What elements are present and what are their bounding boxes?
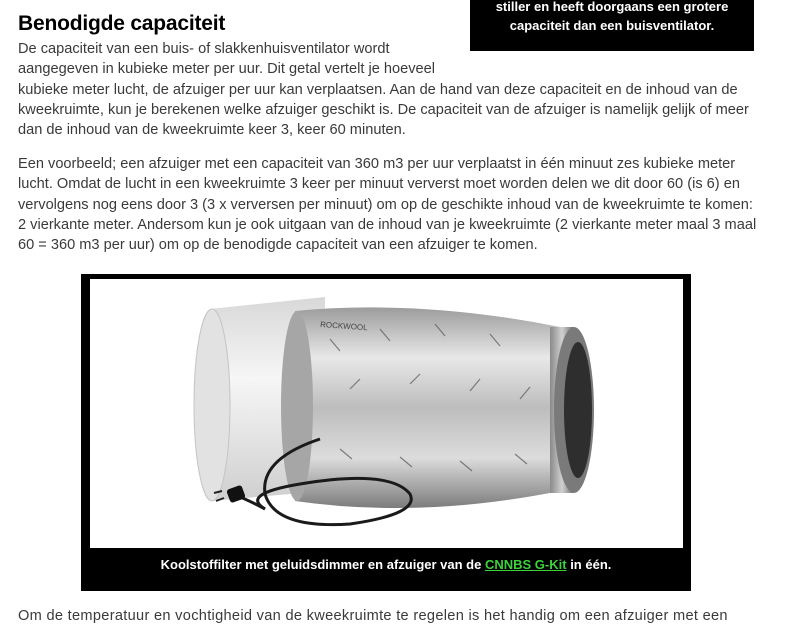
caption-text: Koolstoffilter met geluidsdimmer en afzuiger van de bbox=[160, 557, 485, 572]
callout-line-1: stiller en heeft doorgaans een grotere bbox=[495, 0, 729, 14]
paragraph-example: Een voorbeeld; een afzuiger met een capaciteit van 360 m3 per uur verplaatst in één minuut zes kubieke meter lucht. Omdat de lucht in een kweekruimte 3 keer per minuut ververst moet worden delen we dit door 60 (is 6) en vervolgens nog eens door 3 (3 x verversen per minuut) om op de geschikte inhoud van de kweekruimte te komen: 2 vierkante meter. Andersom kun je ook uitgaan van de inhoud van je kweekruimte (2 vierkante meter maal 3 maal 60 = 360 m3 per uur) om op de benodigde capaciteit van een afzuiger te komen. bbox=[18, 156, 757, 254]
paragraph-capacity-intro bbox=[18, 39, 758, 140]
brand-print: ROCKWOOL bbox=[319, 320, 368, 333]
cutoff-paragraph: Om de temperatuur en vochtigheid van de kweekruimte te regelen is het handig om een afzuiger met een bbox=[18, 608, 728, 624]
caption-text-end: in één. bbox=[566, 557, 612, 572]
figure-caption bbox=[81, 556, 691, 574]
callout-line-2: capaciteit dan een buisventilator. bbox=[509, 18, 715, 33]
product-photo bbox=[90, 279, 683, 548]
carbon-filter-image bbox=[90, 279, 683, 548]
paragraph-line: aangegeven in kubieke meter per uur. Dit getal vertelt je hoeveel bbox=[18, 61, 435, 78]
paragraph-line: De capaciteit van een buis- of slakkenhuisventilator wordt bbox=[18, 41, 390, 57]
product-link[interactable]: CNNBS G-Kit bbox=[484, 557, 567, 572]
product-figure bbox=[81, 274, 691, 591]
section-heading: Benodigde capaciteit bbox=[18, 12, 226, 35]
paragraph-rest: kubieke meter lucht, de afzuiger per uur kan verplaatsen. Aan de hand van deze capaciteit en de inhoud van de kweekruimte, kun je berekenen welke afzuiger geschikt is. De capaciteit van de afzuiger is namelijk gelijk of meer dan de inhoud van de kweekruimte keer 3, keer 60 minuten. bbox=[18, 81, 749, 139]
